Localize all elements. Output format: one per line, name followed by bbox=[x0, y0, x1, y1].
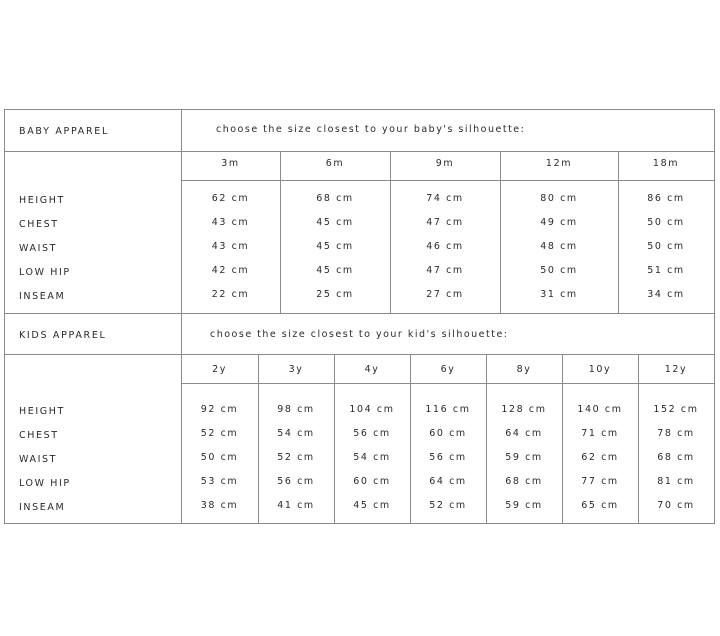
kids-apparel-instruction: choose the size closest to your kid's silhouette: bbox=[210, 329, 509, 340]
kids-cell: 56 cm bbox=[429, 452, 467, 463]
baby-column-divider bbox=[500, 152, 501, 313]
baby-cell: 45 cm bbox=[316, 265, 354, 276]
kids-cell: 52 cm bbox=[277, 452, 315, 463]
baby-column-divider bbox=[280, 152, 281, 313]
baby-size-header: 18m bbox=[652, 158, 680, 169]
baby-cell: 34 cm bbox=[647, 289, 685, 300]
kids-size-header: 2y bbox=[212, 364, 227, 375]
baby-cell: 80 cm bbox=[540, 193, 578, 204]
kids-cell: 52 cm bbox=[200, 428, 239, 439]
kids-cell: 104 cm bbox=[349, 404, 395, 415]
kids-cell: 77 cm bbox=[581, 476, 619, 487]
kids-column-divider bbox=[410, 355, 411, 523]
kids-label-inseam: INSEAM bbox=[19, 502, 66, 513]
kids-cell: 41 cm bbox=[277, 500, 315, 511]
baby-column-divider bbox=[618, 152, 619, 313]
baby-cell: 49 cm bbox=[540, 217, 578, 228]
kids-cell: 59 cm bbox=[505, 452, 543, 463]
kids-label-chest: CHEST bbox=[19, 430, 59, 441]
baby-apparel-instruction: choose the size closest to your baby's silhouette: bbox=[216, 124, 526, 135]
kids-size-header: 6y bbox=[440, 364, 456, 375]
kids-cell: 38 cm bbox=[200, 500, 239, 511]
kids-column-divider bbox=[638, 355, 639, 523]
kids-size-row-divider bbox=[181, 383, 714, 384]
kids-cell: 98 cm bbox=[277, 404, 315, 415]
kids-size-header: 3y bbox=[288, 364, 304, 375]
kids-size-header: 8y bbox=[516, 364, 532, 375]
kids-cell: 62 cm bbox=[581, 452, 619, 463]
baby-cell: 45 cm bbox=[316, 241, 354, 252]
kids-column-divider bbox=[562, 355, 563, 523]
kids-cell: 92 cm bbox=[200, 404, 239, 415]
kids-label-height: HEIGHT bbox=[19, 406, 65, 417]
kids-cell: 71 cm bbox=[581, 428, 619, 439]
baby-size-header: 12m bbox=[545, 158, 573, 169]
baby-size-header: 6m bbox=[325, 158, 345, 169]
kids-cell: 81 cm bbox=[657, 476, 695, 487]
baby-cell: 27 cm bbox=[426, 289, 464, 300]
baby-cell: 22 cm bbox=[211, 289, 250, 300]
kids-cell: 68 cm bbox=[657, 452, 695, 463]
baby-cell: 42 cm bbox=[211, 265, 250, 276]
kids-cell: 52 cm bbox=[429, 500, 467, 511]
kids-cell: 64 cm bbox=[505, 428, 543, 439]
kids-cell: 70 cm bbox=[657, 500, 695, 511]
kids-cell: 60 cm bbox=[353, 476, 391, 487]
baby-cell: 45 cm bbox=[316, 217, 354, 228]
baby-size-row-divider bbox=[181, 180, 714, 181]
baby-cell: 48 cm bbox=[540, 241, 578, 252]
baby-label-height: HEIGHT bbox=[19, 195, 65, 206]
baby-size-header: 9m bbox=[435, 158, 455, 169]
kids-column-divider bbox=[486, 355, 487, 523]
baby-cell: 47 cm bbox=[426, 265, 464, 276]
baby-cell: 51 cm bbox=[647, 265, 685, 276]
kids-cell: 68 cm bbox=[505, 476, 543, 487]
kids-cell: 45 cm bbox=[353, 500, 391, 511]
baby-cell: 47 cm bbox=[426, 217, 464, 228]
baby-cell: 74 cm bbox=[426, 193, 464, 204]
kids-cell: 54 cm bbox=[353, 452, 391, 463]
kids-column-divider bbox=[334, 355, 335, 523]
baby-apparel-title: BABY APPAREL bbox=[19, 126, 109, 137]
kids-cell: 64 cm bbox=[429, 476, 467, 487]
kids-cell: 78 cm bbox=[657, 428, 695, 439]
kids-label-waist: WAIST bbox=[19, 454, 58, 465]
baby-column-divider bbox=[390, 152, 391, 313]
baby-cell: 50 cm bbox=[540, 265, 578, 276]
kids-cell: 152 cm bbox=[653, 404, 699, 415]
label-column-divider bbox=[181, 110, 182, 523]
baby-cell: 50 cm bbox=[647, 241, 685, 252]
baby-label-inseam: INSEAM bbox=[19, 291, 66, 302]
baby-label-chest: CHEST bbox=[19, 219, 59, 230]
kids-size-header: 12y bbox=[664, 364, 688, 375]
baby-cell: 62 cm bbox=[211, 193, 250, 204]
section-divider bbox=[5, 313, 714, 314]
kids-cell: 53 cm bbox=[200, 476, 239, 487]
kids-cell: 59 cm bbox=[505, 500, 543, 511]
baby-size-header: 3m bbox=[221, 158, 240, 169]
kids-cell: 60 cm bbox=[429, 428, 467, 439]
kids-size-header: 4y bbox=[364, 364, 380, 375]
baby-cell: 31 cm bbox=[540, 289, 578, 300]
baby-cell: 25 cm bbox=[316, 289, 354, 300]
kids-cell: 128 cm bbox=[501, 404, 547, 415]
kids-label-low-hip: LOW HIP bbox=[19, 478, 71, 489]
baby-cell: 86 cm bbox=[647, 193, 685, 204]
baby-header-divider bbox=[5, 151, 714, 152]
kids-cell: 50 cm bbox=[200, 452, 239, 463]
kids-cell: 54 cm bbox=[277, 428, 315, 439]
kids-cell: 140 cm bbox=[577, 404, 623, 415]
baby-cell: 43 cm bbox=[211, 241, 250, 252]
baby-label-low-hip: LOW HIP bbox=[19, 267, 71, 278]
kids-cell: 56 cm bbox=[277, 476, 315, 487]
baby-cell: 46 cm bbox=[426, 241, 464, 252]
baby-cell: 43 cm bbox=[211, 217, 250, 228]
baby-label-waist: WAIST bbox=[19, 243, 58, 254]
kids-cell: 56 cm bbox=[353, 428, 391, 439]
baby-cell: 68 cm bbox=[316, 193, 354, 204]
size-chart bbox=[4, 109, 715, 524]
baby-cell: 50 cm bbox=[647, 217, 685, 228]
kids-apparel-title: KIDS APPAREL bbox=[19, 330, 107, 341]
kids-cell: 116 cm bbox=[425, 404, 471, 415]
kids-column-divider bbox=[258, 355, 259, 523]
kids-header-divider bbox=[5, 354, 714, 355]
kids-size-header: 10y bbox=[588, 364, 612, 375]
kids-cell: 65 cm bbox=[581, 500, 619, 511]
